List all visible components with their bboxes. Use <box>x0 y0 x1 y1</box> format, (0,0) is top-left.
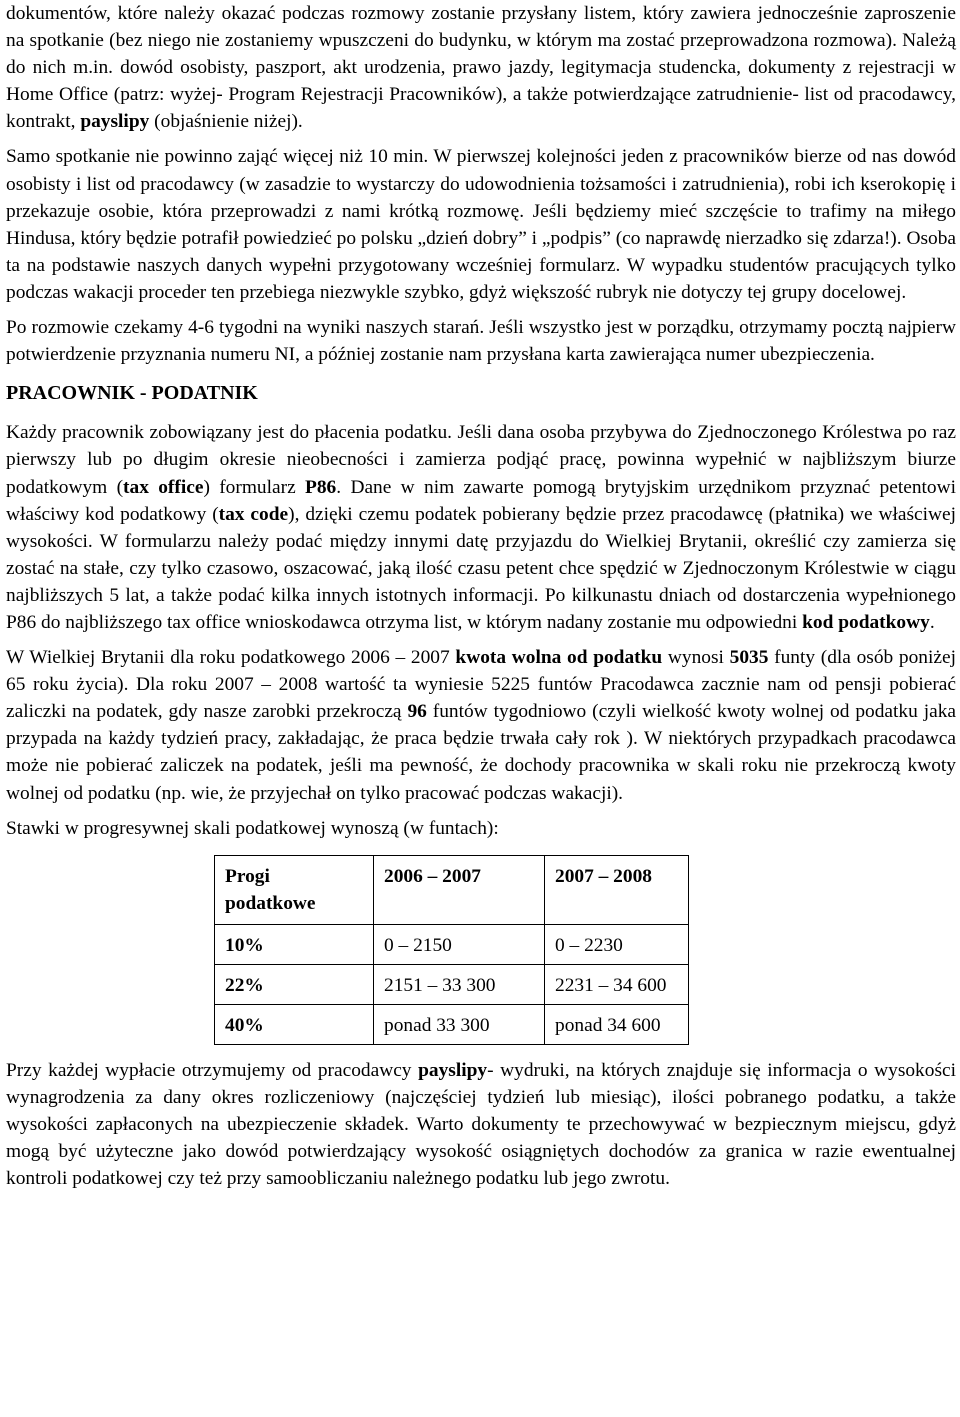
table-cell: 10% <box>215 924 374 964</box>
table-cell: 2151 – 33 300 <box>374 964 545 1004</box>
paragraph-tax-duty: Każdy pracownik zobowiązany jest do płacenia podatku. Jeśli dana osoba przybywa do Zjednoczonego Królestwa po raz pierwszy lub po długim okresie nieobecności i zamierza podjąć pracę, powinna wypełnić w najbliższym biurze podatkowym (tax office) formularz P86. Dane w nim zawarte pomogą brytyjskim urzędnikom przyznać petentowi właściwy kod podatkowy (tax code), dzięki czemu podatek pobierany będzie przez pracodawcę (płatnika) we właściwej wysokości. W formularzu należy podać między innymi datę przyjazdu do Wielkiej Brytanii, określić czy zamierza się zostać na stałe, czy tylko czasowo, oszacować, jaką ilość czasu petent chce spędzić w Zjednoczonym Królestwie w ciągu najbliższych 5 lat, a także podać kilka innych istotnych informacji. Po kilkunastu dniach od dostarczenia wypełnionego P86 do najbliższego tax office wnioskodawca otrzyma list, w którym nadany zostanie mu odpowiedni kod podatkowy. <box>6 422 956 633</box>
table-header-row <box>215 855 689 924</box>
table-cell: ponad 33 300 <box>374 1004 545 1044</box>
table-header-cell: Progi podatkowe <box>215 855 374 924</box>
section-heading: PRACOWNIK - PODATNIK <box>6 382 258 405</box>
table-header-cell: 2007 – 2008 <box>545 855 689 924</box>
table-cell: 22% <box>215 964 374 1004</box>
table-cell: ponad 34 600 <box>545 1004 689 1044</box>
table-row <box>215 1004 689 1044</box>
table-header-cell: 2006 – 2007 <box>374 855 545 924</box>
table-row <box>215 964 689 1004</box>
paragraph-payslips: Przy każdej wypłacie otrzymujemy od pracodawcy payslipy- wydruki, na których znajduje się informacja o wysokości wynagrodzenia za dany okres rozliczeniowy (najczęściej tydzień lub miesiąc), ilości pobranego podatku, a także wysokości zapłaconych na ubezpieczenie składek. Warto dokumenty te przechowywać w bezpiecznym miejscu, gdyż mogą być użyteczne jako dowód potwierdzający wysokość osiągniętych dochodów za granica w razie ewentualnej kontroli podatkowej czy też przy samoobliczaniu należnego podatku lub jego zwrotu. <box>6 1059 956 1190</box>
document-page <box>6 0 956 1192</box>
table-cell: 40% <box>215 1004 374 1044</box>
paragraph-documents: dokumentów, które należy okazać podczas rozmowy zostanie przysłany listem, który zawiera jednocześnie zaproszenie na spotkanie (bez niego nie zostaniemy wpuszczeni do budynku, w którym ma zostać przeprowadzona rozmowa). Należą do nich m.in. dowód osobisty, paszport, akt urodzenia, prawo jazdy, legitymacja studencka, dokumenty z rejestracji w Home Office (patrz: wyżej- Program Rejestracji Pracowników), a także potwierdzające zatrudnienie- list od pracodawcy, kontrakt, payslipy (objaśnienie niżej). <box>6 3 956 133</box>
table-row <box>215 924 689 964</box>
table-cell: 0 – 2230 <box>545 924 689 964</box>
paragraph-meeting: Samo spotkanie nie powinno zająć więcej niż 10 min. W pierwszej kolejności jeden z pracowników bierze od nas dowód osobisty i list od pracodawcy (w zasadzie to wystarczy do udowodnienia tożsamości i zatrudnienia), robi ich kserokopię i przekazuje osobie, która przeprowadzi z nami krótką rozmowę. Jeśli będziemy mieć szczęście to trafimy na miłego Hindusa, który będzie potrafił powiedzieć po polsku „dzień dobry” i „podpis” (co naprawdę nierzadko się zdarza!). Osoba ta na podstawie naszych danych wypełni przygotowany wcześniej formularz. W wypadku studentów pracujących tylko podczas wakacji proceder ten przebiega niezwykle szybko, gdyż większość rubryk nie dotyczy tej grupy docelowej. <box>6 146 956 303</box>
table-cell: 0 – 2150 <box>374 924 545 964</box>
paragraph-waiting: Po rozmowie czekamy 4-6 tygodni na wyniki naszych starań. Jeśli wszystko jest w porządku, otrzymamy pocztą najpierw potwierdzenie przyznania numeru NI, a później zostanie nam przysłana karta zawierająca numer ubezpieczenia. <box>6 317 956 366</box>
table-cell: 2231 – 34 600 <box>545 964 689 1004</box>
paragraph-tax-free-amount: W Wielkiej Brytanii dla roku podatkowego 2006 – 2007 kwota wolna od podatku wynosi 5035 funty (dla osób poniżej 65 roku życia). Dla roku 2007 – 2008 wartość ta wyniesie 5225 funtów Pracodawca zacznie nam od pensji pobierać zaliczki na podatek, gdy nasze zarobki przekroczą 96 funtów tygodniowo (czyli wielkość kwoty wolnej od podatku jaka przypada na każdy tydzień pracy, zakładając, że praca będzie trwała cały rok ). W niektórych przypadkach pracodawca może nie pobierać zaliczek na podatek, jeśli ma pewność, że dochody pracownika w skali roku nie przekroczą kwoty wolnej od podatku (np. wie, że przyjechał on tylko pracować podczas wakacji). <box>6 647 957 804</box>
tax-rates-table <box>214 855 689 1045</box>
paragraph-rates-intro: Stawki w progresywnej skali podatkowej wynoszą (w funtach): <box>6 817 499 839</box>
